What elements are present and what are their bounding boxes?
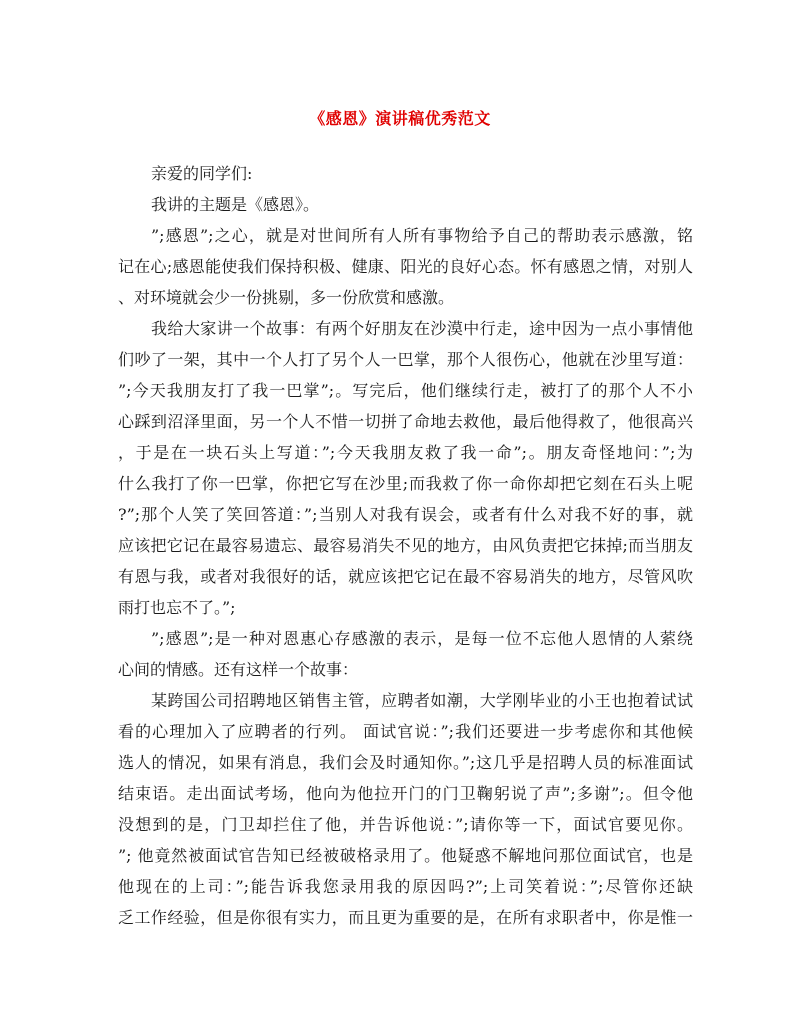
paragraph-line: 选人的情况，如果有消息，我们会及时通知你。”;这几乎是招聘人员的标准面试 <box>118 753 693 772</box>
paragraph-line: 心踩到沼泽里面，另一个人不惜一切拼了命地去救他，最后他得救了，他很高兴 <box>118 412 693 431</box>
document-body <box>118 158 693 933</box>
paragraph-line: 亲爱的同学们: <box>151 164 253 183</box>
paragraph-line: 什么我打了你一巴掌，你把它写在沙里;而我救了你一命你却把它刻在石头上呢 <box>118 474 693 493</box>
paragraph-line: ”;感恩”;是一种对恩惠心存感激的表示，是每一位不忘他人恩情的人萦绕 <box>151 629 693 648</box>
paragraph-line: ，于是在一块石头上写道：”;今天我朋友救了我一命”;。朋友奇怪地问：”;为 <box>118 443 693 462</box>
paragraph-line: 、对环境就会少一份挑剔，多一份欣赏和感激。 <box>118 288 455 307</box>
paragraph-line: ”;今天我朋友打了我一巴掌”;。写完后，他们继续行走，被打了的那个人不小 <box>118 381 693 400</box>
paragraph-line: 没想到的是，门卫却拦住了他，并告诉他说：”;请你等一下，面试官要见你。 <box>118 815 693 834</box>
paragraph-line: ”;感恩”;之心，就是对世间所有人所有事物给予自己的帮助表示感激，铭 <box>151 226 693 245</box>
paragraph-line: 应该把它记在最容易遗忘、最容易消失不见的地方，由风负责把它抹掉;而当朋友 <box>118 536 693 555</box>
paragraph-line: 结束语。走出面试考场，他向为他拉开门的门卫鞠躬说了声”;多谢”;。但令他 <box>118 784 693 803</box>
paragraph-line: 心间的情感。还有这样一个故事： <box>118 660 359 679</box>
paragraph-line: ”; 他竟然被面试官告知已经被破格录用了。他疑惑不解地问那位面试官，也是 <box>118 846 693 865</box>
paragraph-line: ?”;那个人笑了笑回答道：”;当别人对我有误会，或者有什么对我不好的事，就 <box>118 505 693 524</box>
paragraph-line: 们吵了一架，其中一个人打了另个人一巴掌，那个人很伤心，他就在沙里写道： <box>118 350 693 369</box>
paragraph-line: 我讲的主题是《感恩》。 <box>151 195 320 214</box>
paragraph-line: 某跨国公司招聘地区销售主管，应聘者如潮，大学刚毕业的小王也抱着试试 <box>151 691 693 710</box>
paragraph-line: 记在心;感恩能使我们保持积极、健康、阳光的良好心态。怀有感恩之情，对别人 <box>118 257 693 276</box>
paragraph-line: 有恩与我，或者对我很好的话，就应该把它记在最不容易消失的地方，尽管风吹 <box>118 567 693 586</box>
paragraph-line: 我给大家讲一个故事：有两个好朋友在沙漠中行走，途中因为一点小事情他 <box>151 319 693 338</box>
paragraph-line: 他现在的上司：”;能告诉我您录用我的原因吗?”;上司笑着说：”;尽管你还缺 <box>118 877 693 896</box>
paragraph-line: 乏工作经验，但是你很有实力，而且更为重要的是，在所有求职者中，你是惟一 <box>118 908 693 927</box>
paragraph-line: 雨打也忘不了。”; <box>118 598 236 617</box>
paragraph-line: 看的心理加入了应聘者的行列。 面试官说：”;我们还要进一步考虑你和其他候 <box>118 722 693 741</box>
document-title: 《感恩》演讲稿优秀范文 <box>309 109 491 128</box>
